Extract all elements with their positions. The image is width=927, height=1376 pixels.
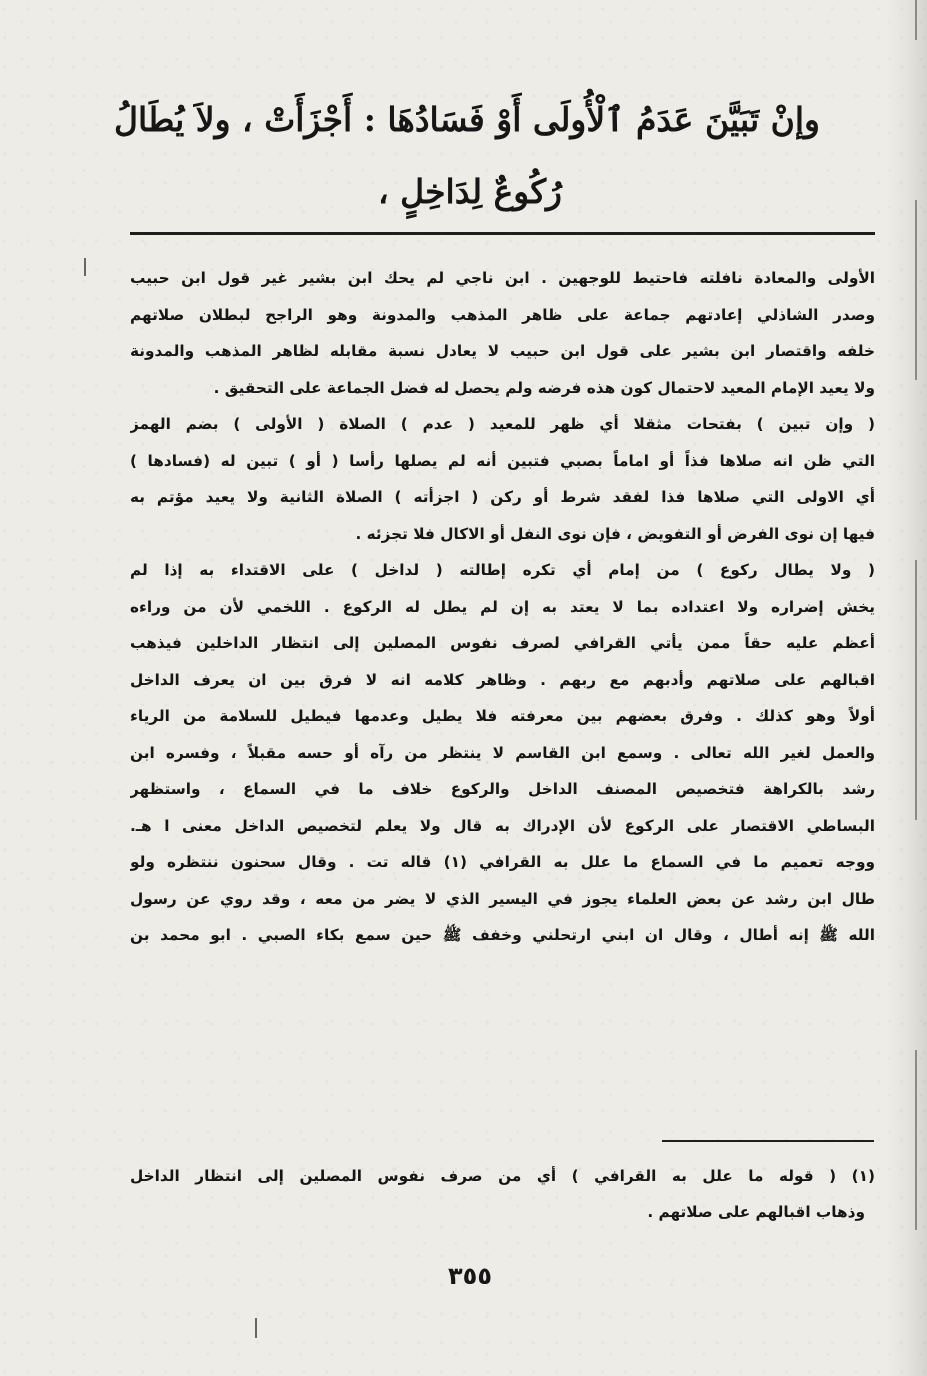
- matn-divider: [130, 232, 875, 235]
- commentary-line: فيها إن نوى الفرض أو التفويض ، فإن نوى النفل أو الاكال فلا تجزئه .: [355, 524, 875, 543]
- commentary-line: والعمل لغير الله تعالى . وسمع ابن القاسم لا ينتظر من رآه أو حسه مقبلاً ، وفسره ابن: [130, 743, 875, 762]
- matn-line-1: وإنْ تَبَيَّنَ عَدَمُ ٱلْأُولَى أَوْ فَسَادُهَا : أَجْزَأَتْ ، ولاَ يُطَالُ: [114, 100, 820, 139]
- footnote-line: وذهاب اقبالهم على صلاتهم .: [647, 1203, 865, 1221]
- commentary-line: وصدر الشاذلي إعادتهم جماعة على ظاهر المذهب والمدونة وهو الراجح لبطلان صلاتهم: [130, 305, 875, 324]
- page-edge-shadow: [887, 0, 927, 1376]
- page-number: ٣٥٥: [448, 1262, 492, 1290]
- edge-mark: [915, 200, 917, 380]
- edge-mark: [915, 1050, 917, 1230]
- commentary-line: البساطي الاقتصار على الركوع لأن الإدراك به قال ولا يعلم لتخصيص الداخل معنى ا هـ.: [130, 816, 875, 835]
- commentary-line: التي ظن انه صلاها فذاً أو اماماً بصبي فتبين أنه لم يصلها رأسا ( أو ) تبين له (فسادها ): [130, 451, 875, 470]
- commentary-line: رشد بالكراهة فتخصيص المصنف الداخل والركوع خلاف ما في السماع ، واستظهر: [130, 780, 875, 798]
- commentary-line: أعظم عليه حقاً ممن يأتي القرافي لصرف نفوس المصلين إلى انتظار الداخلين فيذهب: [130, 634, 875, 652]
- footnote: [130, 1158, 875, 1230]
- matn-line-2: رُكُوعٌ لِدَاخِلٍ ،: [378, 172, 562, 211]
- commentary-line: أولاً وهو كذلك . وفرق بعضهم بين معرفته فلا يطيل وعدمها فيطيل للسلامة من الرياء: [130, 707, 875, 725]
- scan-mark: [84, 258, 86, 276]
- commentary-line: اقبالهم على صلاتهم وأدبهم مع ربهم . وظاهر كلامه انه لا فرق بين ان يعرف الداخل: [130, 670, 875, 689]
- commentary-line: طال ابن رشد عن بعض العلماء يجوز في اليسير الذي لا يضر من معه ، وقد روي عن رسول: [130, 889, 875, 908]
- commentary-line: ( ولا يطال ركوع ) من إمام أي تكره إطالته ( لداخل ) على الاقتداء به إذا لم: [130, 561, 875, 579]
- commentary-line: الأولى والمعادة نافلته فاحتيط للوجهين . ابن ناجي لم يحك ابن بشير غير قول ابن حبيب: [130, 269, 875, 287]
- commentary-line: خلفه واقتصار ابن بشير على قول ابن حبيب لا يعادل نسبة مقابله لظاهر المذهب والمدونة: [130, 342, 875, 360]
- commentary-line: الله ﷺ إنه أطال ، وقال ان ابني ارتحلني وخفف ﷺ حين سمع بكاء الصبي . ابو محمد بن: [130, 926, 875, 944]
- edge-mark: [915, 0, 917, 40]
- commentary-body: [130, 260, 875, 954]
- commentary-line: ووجه تعميم ما في السماع ما علل به القرافي (١) قاله تت . وقال سحنون ننتظره ولو: [130, 853, 875, 871]
- scan-mark: [255, 1318, 257, 1338]
- commentary-line: ( وإن تبين ) بفتحات مثقلا أي ظهر للمعيد ( عدم ) الصلاة ( الأولى ) بضم الهمز: [130, 415, 875, 433]
- edge-mark: [915, 560, 917, 820]
- footnote-line: (١) ( قوله ما علل به القرافي ) أي من صرف نفوس المصلين إلى انتظار الداخل: [130, 1167, 875, 1185]
- commentary-line: أي الاولى التي صلاها فذا لفقد شرط أو ركن ( اجزأته ) الصلاة الثانية ولا يعيد مؤتم به: [130, 488, 875, 506]
- commentary-line: ولا يعيد الإمام المعيد لاحتمال كون هذه فرضه ولم يحصل له فضل الجماعة على التحقيق .: [213, 378, 875, 397]
- footnote-divider: [662, 1140, 874, 1142]
- commentary-line: يخش إضراره ولا اعتداده بما لا يعتد به إن لم يطل له الركوع . اللخمي لأن من وراءه: [130, 597, 875, 616]
